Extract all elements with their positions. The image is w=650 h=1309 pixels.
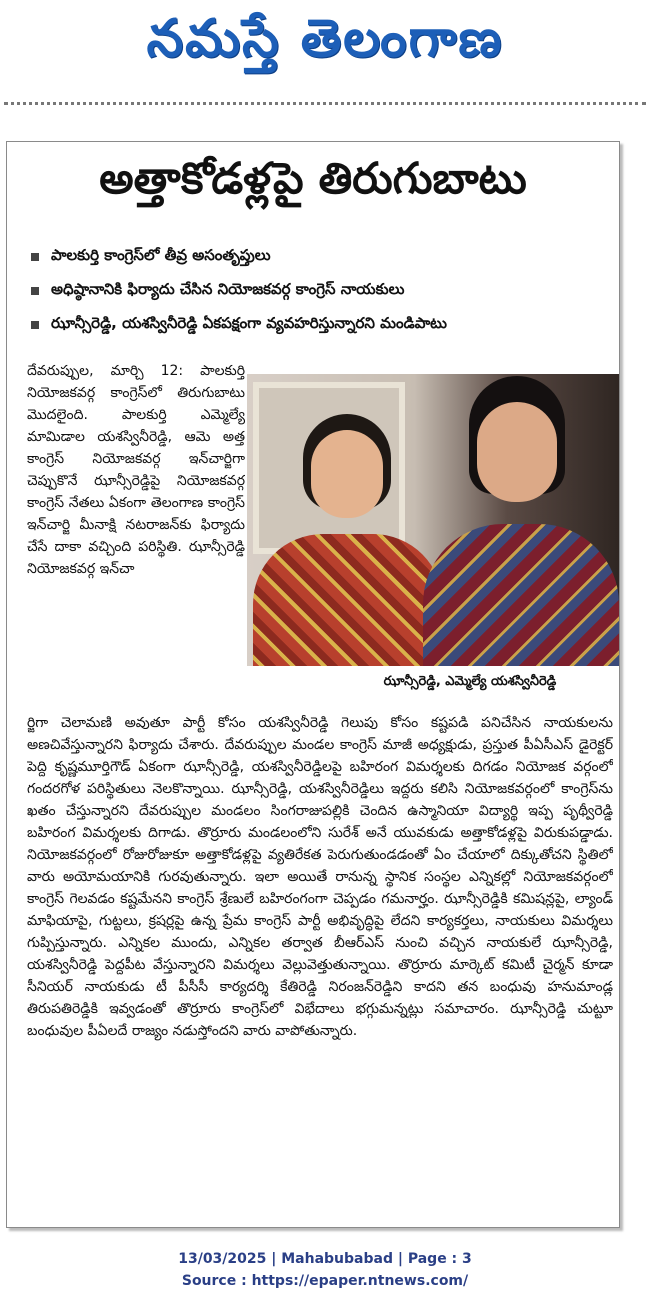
article-lead-column: దేవరుప్పుల, మార్చి 12: పాలకుర్తి నియోజకవర్గ కాంగ్రెస్‌లో తిరుగుబాటు మొదలైంది. పాలకుర్తి ఎమ్మెల్యే మామిడాల యశస్వినీరెడ్డి, ఆమె అత్త కాంగ్రెస్ నియోజకవర్గ ఇన్‌చార్జిగా చెప్పుకొనే ఝాన్సీరెడ్డిపై నియోజకవర్గ కాంగ్రెస్ నేతలు ఏకంగా తెలంగాణ కాంగ్రెస్ ఇన్‌చార్జి మీనాక్షి నటరాజన్‌కు ఫిర్యాదు చేసే దాకా వచ్చింది పరిస్థితి. ఝాన్సీరెడ్డి నియోజకవర్గ ఇన్‌చా [27,363,245,577]
edition-info: 13/03/2025 | Mahabubabad | Page : 3 [178,1251,472,1267]
bullet-text: అధిష్ఠానానికి ఫిర్యాదు చేసిన నియోజకవర్గ కాంగ్రెస్ నాయకులు [51,280,405,298]
bullet-text: పాలకుర్తి కాంగ్రెస్‌లో తీవ్ర అసంతృప్తులు [51,246,271,264]
bullet-item [31,240,616,274]
article-headline: అత్తాకోడళ్లపై తిరుగుబాటు [99,154,527,204]
source-footer [0,1248,650,1292]
photo-person-left-sari [253,534,443,666]
bullet-item [31,274,616,308]
photo-person-right-sari [423,524,619,666]
article-photo [247,374,619,666]
source-link[interactable]: Source : https://epaper.ntnews.com/ [181,1273,469,1289]
summary-bullets [31,240,616,342]
article-body: ర్జిగా చెలామణి అవుతూ పార్టీ కోసం యశస్వినీరెడ్డి గెలుపు కోసం కష్టపడి పనిచేసిన నాయకులను అణచివేస్తున్నారని ఫిర్యాదు చేశారు. దేవరుప్పుల మండల కాంగ్రెస్ మాజీ అధ్యక్షుడు, ప్రస్తుత పీఏసీఎస్ డైరెక్టర్ పెద్ది కృష్ణమూర్తిగౌడ్ ఏకంగా ఝాన్సీరెడ్డి, యశస్వినీరెడ్డిలపై బహిరంగ విమర్శలకు దిగడం నియోజక వర్గంలో గందరగోళ పరిస్థితులు నెలకొన్నాయి. ఝాన్సీరెడ్డి, యశస్వినీరెడ్డిలు ఇద్దరు కలిసి నియోజకవర్గంలో కాంగ్రెస్‌ను ఖతం చేస్తున్నారని దేవరుప్పుల మండలం సింగరాజుపల్లికి చెందిన ఉస్మానియా విద్యార్థి ఇప్ప పృథ్వీరెడ్డి బహిరంగ విమర్శలకు దిగాడు. తొర్రూరు మండలంలోని సురేశ్ అనే యువకుడు అత్తాకోడళ్లపై విరుకుపడ్డాడు. నియోజకవర్గంలో రోజురోజుకూ అత్తాకోడళ్లపై వ్యతిరేకత పెరుగుతుండడంతో ఏం చేయాలో దిక్కుతోచని స్థితిలో వారు అయోమయానికి గురవుతున్నారు. ఇలా అయితే రానున్న స్థానిక సంస్థల ఎన్నికల్లో నియోజకవర్గంలో కాంగ్రెస్ గెలవడం కష్టమేనని కాంగ్రెస్ శ్రేణులే బహిరంగంగా చెప్పడం గమనార్హం. ఝాన్సీరెడ్డికి కమిషన్లపై, ల్యాండ్ మాఫియాపై, గుట్టలు, క్రషర్లపై ఉన్న ప్రేమ కాంగ్రెస్ పార్టీ అభివృద్ధిపై లేదని కార్యకర్తలు, నాయకులు విమర్శలు గుప్పిస్తున్నారు. ఎన్నికల ముందు, ఎన్నికల తర్వాత బీఆర్ఎస్ నుంచి వచ్చిన నాయకులే ఝాన్సీరెడ్డి, యశస్వినీరెడ్డి పెద్దపీట వేస్తున్నారని విమర్శలు వెల్లువెత్తుతున్నాయి. తొర్రూరు మార్కెట్ కమిటీ చైర్మన్ కూడా సీనియర్ నాయకుడు టీ పీసీసీ కార్యదర్శి కేతిరెడ్డి నిరంజన్‌రెడ్డిని కాదని తన బంధువు హనుమాండ్ల తిరుపతిరెడ్డికి ఇవ్వడంతో తొర్రూరు కాంగ్రెస్‌లో విభేదాలు భగ్గుమన్నట్లు సమాచారం. ఝాన్సీరెడ్డి చుట్టూ బంధువుల పీఏలదే రాజ్యం నడుస్తోందని వారు వాపోతున్నారు. [27,715,613,1039]
dotted-separator [4,102,646,105]
square-bullet-icon [31,287,39,295]
square-bullet-icon [31,253,39,261]
masthead [0,6,650,84]
bullet-item [31,308,616,342]
article-clipping [6,141,620,1228]
newspaper-logo: నమస్తే తెలంగాణ [146,8,504,69]
photo-person-right-face [477,402,557,502]
photo-person-left-face [311,430,383,518]
bullet-text: ఝాన్సీరెడ్డి, యశస్వినీరెడ్డి ఏకపక్షంగా వ్యవహరిస్తున్నారని మండిపాటు [51,314,447,332]
square-bullet-icon [31,321,39,329]
photo-caption: ఝాన్సీరెడ్డి, ఎమ్మెల్యే యశస్వినీరెడ్డి [383,674,557,689]
